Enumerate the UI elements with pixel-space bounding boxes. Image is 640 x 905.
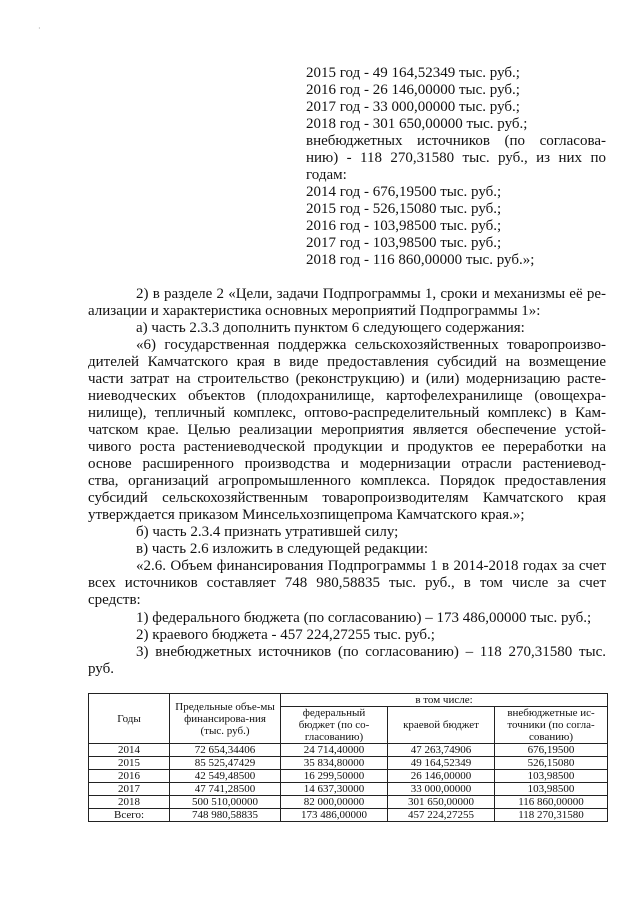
cell-federal: 14 637,30000 [281,783,388,796]
body-line: 1) федерального бюджета (по согласованию) – 173 486,00000 тыс. руб.; [136,610,592,626]
header-regional: краевой бюджет [388,707,495,744]
cell-federal: 35 834,80000 [281,757,388,770]
top-line: 2017 год - 33 000,00000 тыс. руб.; [306,99,520,115]
cell-extra: 116 860,00000 [495,796,608,809]
body-line: нилище), тепличный комплекс, оптово-распределительный комплекс) в Кам- [88,405,606,421]
body-line: б) часть 2.3.4 признать утратившей силу; [136,524,399,540]
cell-extra: 526,15080 [495,757,608,770]
body-line: «2.6. Объем финансирования Подпрограммы 1 в 2014-2018 годах за счет [136,558,606,574]
cell-year: 2016 [89,770,170,783]
cell-extra: 676,19500 [495,744,608,757]
body-line: всех источников составляет 748 980,58835 тыс. руб., в том числе за счет [88,575,606,591]
body-line: ниеводческих объектов (плодохранилище, картофелехранилище (овощехра- [88,388,606,404]
body-line: 3) внебюджетных источников (по согласованию) – 118 270,31580 тыс. [136,644,606,660]
top-line: годам: [306,167,347,183]
cell-total: 500 510,00000 [170,796,281,809]
body-line: основе расширенного производства и модернизации отрасли растениевод- [88,456,606,472]
cell-total: 748 980,58835 [170,809,281,822]
cell-total: 47 741,28500 [170,783,281,796]
cell-federal: 173 486,00000 [281,809,388,822]
body-line: дителей Камчатского края в виде предоставления субсидий на возмещение [88,354,606,370]
body-line: чатском крае. Целью реализации мероприятия является обеспечение устой- [88,422,606,438]
body-line: утверждается приказом Минсельхозпищепрома Камчатского края.»; [88,507,525,523]
cell-year: 2017 [89,783,170,796]
top-line: 2015 год - 49 164,52349 тыс. руб.; [306,65,520,81]
cell-total: 72 654,34406 [170,744,281,757]
cell-year: 2018 [89,796,170,809]
cell-extra: 103,98500 [495,770,608,783]
top-line: 2015 год - 526,15080 тыс. руб.; [306,201,502,217]
top-line: 2016 год - 103,98500 тыс. руб.; [306,218,502,234]
header-extra: внебюджетные ис-точники (по согла-сованию) [495,707,608,744]
header-federal: федеральный бюджет (по со-гласованию) [281,707,388,744]
top-line: 2016 год - 26 146,00000 тыс. руб.; [306,82,520,98]
body-line: ства, организаций агропромышленного комплекса. Порядок предоставления [88,473,606,489]
cell-federal: 24 714,40000 [281,744,388,757]
cell-extra: 118 270,31580 [495,809,608,822]
body-line: 2) в разделе 2 «Цели, задачи Подпрограммы 1, сроки и механизмы её ре- [136,286,606,302]
header-group: в том числе: [281,694,608,707]
header-total: Предельные объе-мы финансирова-ния (тыс. руб.) [170,694,281,744]
body-line: а) часть 2.3.3 дополнить пунктом 6 следующего содержания: [136,320,525,336]
cell-total: 85 525,47429 [170,757,281,770]
body-line: 2) краевого бюджета - 457 224,27255 тыс. руб.; [136,627,435,643]
top-line: внебюджетных источников (по согласова- [306,133,606,149]
top-line: 2018 год - 116 860,00000 тыс. руб.»; [306,252,535,268]
cell-regional: 49 164,52349 [388,757,495,770]
page-mark: · [38,24,41,33]
table-row [89,744,608,757]
top-line: 2014 год - 676,19500 тыс. руб.; [306,184,502,200]
body-line: части затрат на строительство (реконструкцию) и (или) модернизацию расте- [88,371,606,387]
body-line: в) часть 2.6 изложить в следующей редакции: [136,541,428,557]
body-line: средств: [88,592,141,608]
body-line: ализации и характеристика основных мероприятий Подпрограммы 1»: [88,303,541,319]
body-line: чивого роста растениеводческой продукции и продуктов ее переработки на [88,439,606,455]
table-row-total [89,809,608,822]
financing-table [88,693,608,822]
table-row [89,783,608,796]
top-line: нию) - 118 270,31580 тыс. руб., из них по [306,150,606,166]
cell-year: 2015 [89,757,170,770]
cell-federal: 16 299,50000 [281,770,388,783]
cell-year: Всего: [89,809,170,822]
body-line: руб. [88,661,114,677]
cell-total: 42 549,48500 [170,770,281,783]
table-row [89,757,608,770]
table-row [89,796,608,809]
cell-regional: 33 000,00000 [388,783,495,796]
cell-extra: 103,98500 [495,783,608,796]
body-line: «6) государственная поддержка сельскохозяйственных товаропроизво- [136,337,606,353]
header-years: Годы [89,694,170,744]
body-line: субсидий сельскохозяйственным товаропроизводителям Камчатского края [88,490,606,506]
cell-federal: 82 000,00000 [281,796,388,809]
cell-regional: 457 224,27255 [388,809,495,822]
top-line: 2018 год - 301 650,00000 тыс. руб.; [306,116,528,132]
cell-regional: 47 263,74906 [388,744,495,757]
cell-year: 2014 [89,744,170,757]
top-line: 2017 год - 103,98500 тыс. руб.; [306,235,502,251]
cell-regional: 301 650,00000 [388,796,495,809]
cell-regional: 26 146,00000 [388,770,495,783]
table-row [89,770,608,783]
